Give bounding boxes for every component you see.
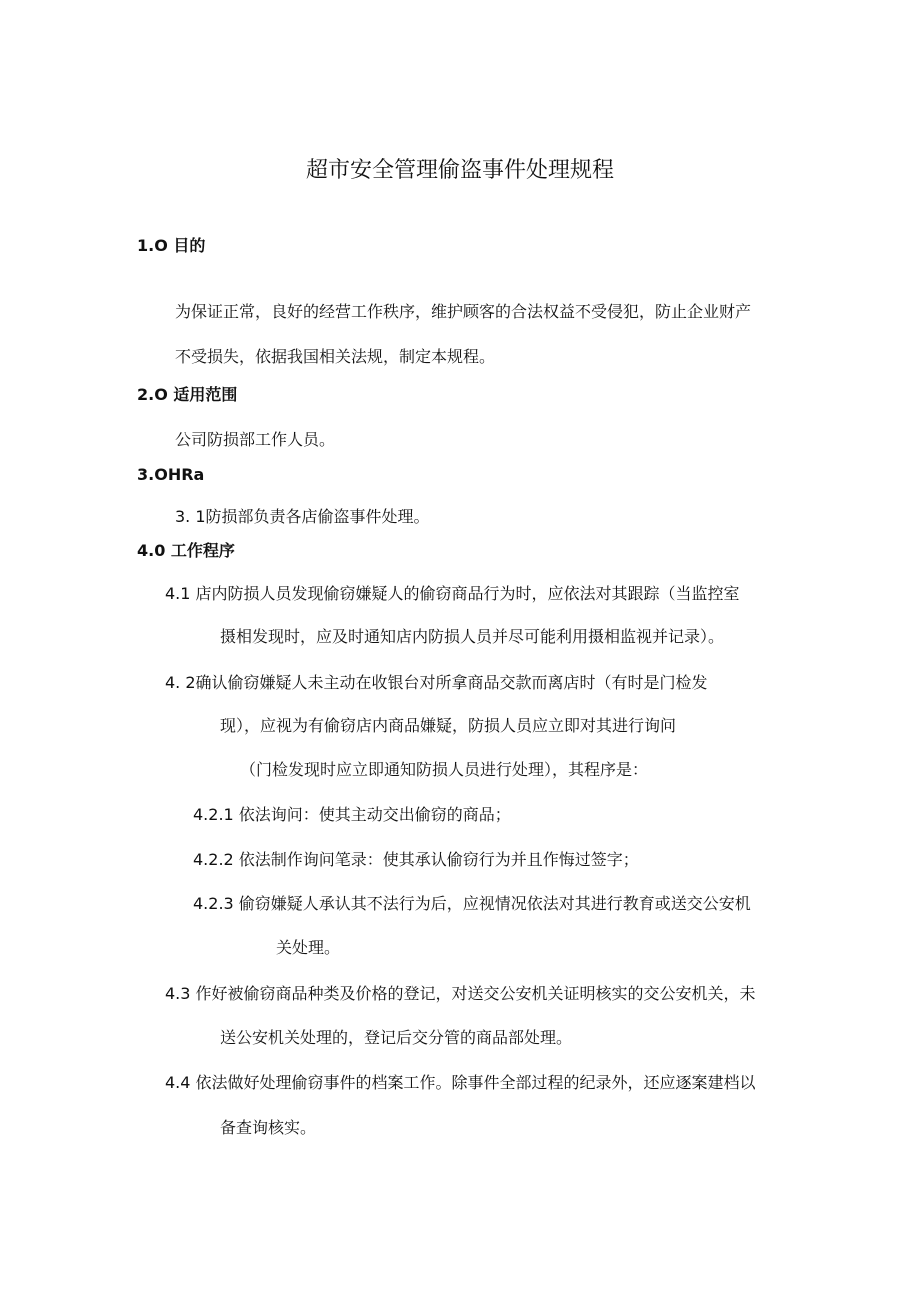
item-4-2-1: 4.2.1 依法询问：使其主动交出偷窃的商品； bbox=[193, 805, 511, 824]
section-1-paragraph-line-1: 为保证正常，良好的经营工作秩序，维护顾客的合法权益不受侵犯，防止企业财产 bbox=[175, 302, 752, 321]
section-3-item-3-1: 3. 1防损部负责各店偷盗事件处理。 bbox=[175, 507, 430, 526]
item-4-1-line-2: 摄相发现时，应及时通知店内防损人员并尽可能利用摄相监视并记录）。 bbox=[220, 627, 725, 646]
section-2-paragraph: 公司防损部工作人员。 bbox=[175, 430, 336, 449]
section-3-heading: 3.OHRa bbox=[137, 465, 205, 484]
item-4-2-3-line-1: 4.2.3 偷窃嫌疑人承认其不法行为后，应视情况依法对其进行教育或送交公安机 bbox=[193, 894, 751, 913]
document-title: 超市安全管理偷盗事件处理规程 bbox=[305, 158, 614, 183]
section-1-paragraph-line-2: 不受损失，依据我国相关法规，制定本规程。 bbox=[175, 347, 496, 366]
item-4-3-line-1: 4.3 作好被偷窃商品种类及价格的登记，对送交公安机关证明核实的交公安机关，未 bbox=[165, 984, 756, 1003]
section-1-heading: 1.O 目的 bbox=[137, 236, 206, 255]
item-4-3-line-2: 送公安机关处理的，登记后交分管的商品部处理。 bbox=[220, 1028, 573, 1047]
item-4-2-line-1: 4. 2确认偷窃嫌疑人未主动在收银台对所拿商品交款而离店时（有时是门检发 bbox=[165, 673, 708, 692]
section-4-heading: 4.0 工作程序 bbox=[137, 541, 235, 560]
item-4-1-line-1: 4.1 店内防损人员发现偷窃嫌疑人的偷窃商品行为时，应依法对其跟踪（当监控室 bbox=[165, 584, 740, 603]
item-4-2-line-3: （门检发现时应立即通知防损人员进行处理），其程序是： bbox=[240, 760, 649, 779]
item-4-4-line-1: 4.4 依法做好处理偷窃事件的档案工作。除事件全部过程的纪录外，还应逐案建档以 bbox=[165, 1073, 756, 1092]
item-4-2-line-2: 现），应视为有偷窃店内商品嫌疑，防损人员应立即对其进行询问 bbox=[220, 716, 677, 735]
item-4-2-2: 4.2.2 依法制作询问笔录：使其承认偷窃行为并且作悔过签字； bbox=[193, 850, 639, 869]
section-2-heading: 2.O 适用范围 bbox=[137, 385, 238, 404]
item-4-2-3-line-2: 关处理。 bbox=[276, 938, 341, 957]
item-4-4-line-2: 备查询核实。 bbox=[220, 1118, 317, 1137]
